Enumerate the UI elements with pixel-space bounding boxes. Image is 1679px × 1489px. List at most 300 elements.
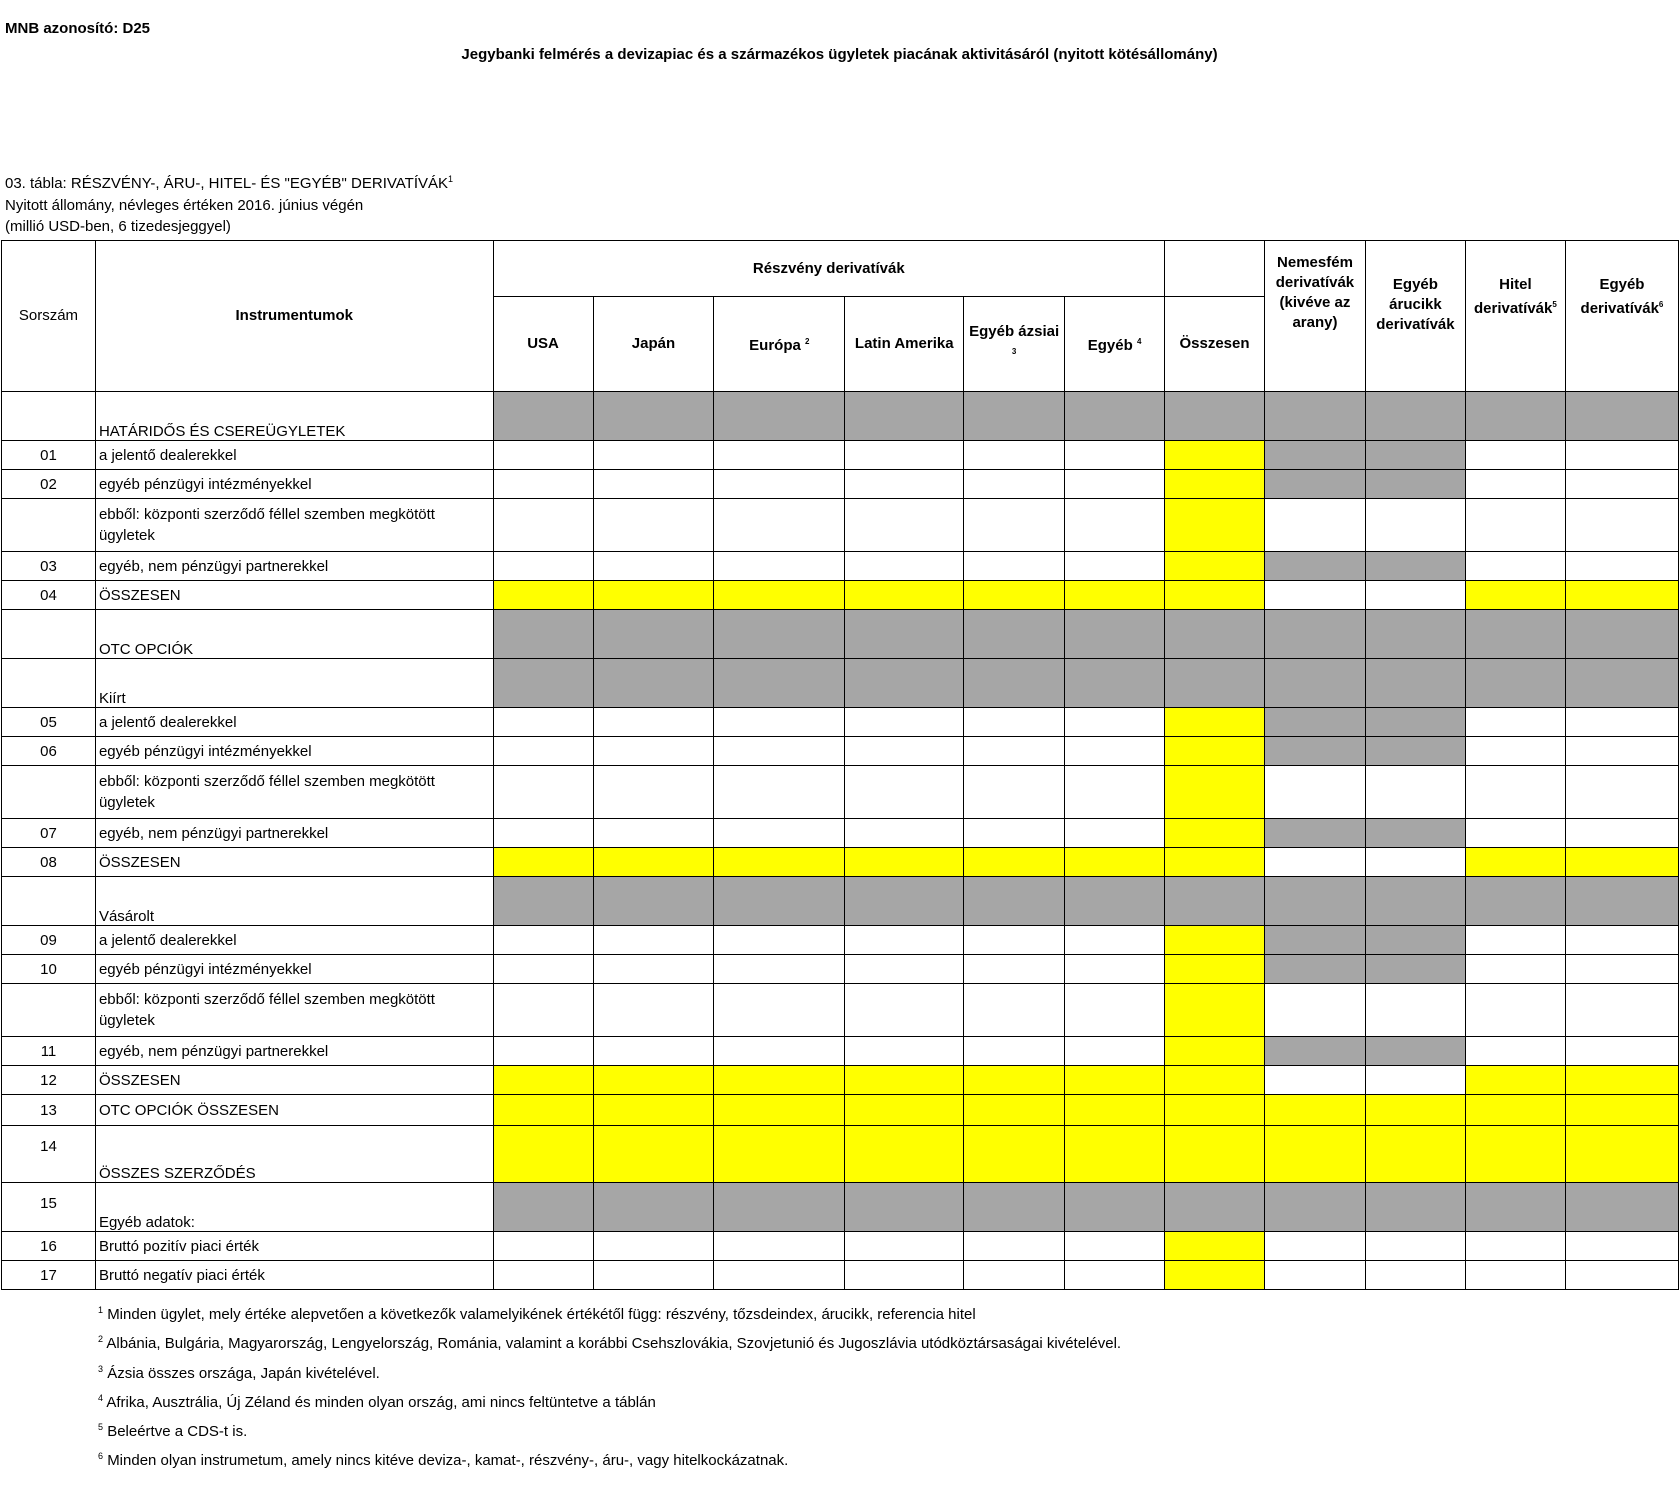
data-cell[interactable] bbox=[1165, 470, 1265, 499]
data-cell[interactable] bbox=[1365, 581, 1465, 610]
row-number bbox=[2, 610, 96, 659]
data-cell[interactable] bbox=[593, 1095, 714, 1126]
data-cell[interactable] bbox=[714, 766, 845, 819]
data-cell[interactable] bbox=[593, 1232, 714, 1261]
data-cell[interactable] bbox=[593, 1126, 714, 1183]
data-cell[interactable] bbox=[964, 499, 1065, 552]
row-label: ebből: központi szerződő féllel szemben megkötött ügyletek bbox=[95, 499, 493, 552]
data-cell[interactable] bbox=[1465, 1232, 1565, 1261]
data-cell bbox=[593, 877, 714, 926]
data-cell[interactable] bbox=[1565, 708, 1678, 737]
data-cell[interactable] bbox=[593, 1261, 714, 1290]
col-header-egyeb-deriv-ref: 6 bbox=[1658, 300, 1664, 309]
data-cell[interactable] bbox=[1065, 470, 1165, 499]
data-cell[interactable] bbox=[964, 766, 1065, 819]
data-cell[interactable] bbox=[1065, 1095, 1165, 1126]
data-cell[interactable] bbox=[714, 955, 845, 984]
data-cell[interactable] bbox=[845, 1066, 964, 1095]
data-cell[interactable] bbox=[1465, 1261, 1565, 1290]
data-cell[interactable] bbox=[493, 926, 593, 955]
data-cell bbox=[1365, 659, 1465, 708]
data-cell[interactable] bbox=[593, 926, 714, 955]
data-cell[interactable] bbox=[493, 819, 593, 848]
data-cell[interactable] bbox=[1565, 848, 1678, 877]
data-cell[interactable] bbox=[964, 1232, 1065, 1261]
data-cell[interactable] bbox=[493, 1232, 593, 1261]
data-cell[interactable] bbox=[714, 581, 845, 610]
col-header-usa: USA bbox=[493, 297, 593, 392]
data-cell bbox=[1165, 1183, 1265, 1232]
data-cell[interactable] bbox=[964, 819, 1065, 848]
data-cell[interactable] bbox=[1165, 1261, 1265, 1290]
data-cell[interactable] bbox=[845, 955, 964, 984]
data-cell[interactable] bbox=[714, 848, 845, 877]
data-cell bbox=[1264, 819, 1365, 848]
data-cell[interactable] bbox=[1565, 984, 1678, 1037]
col-header-egyeb-azsiai-ref: 3 bbox=[1011, 347, 1017, 356]
table-row bbox=[2, 737, 1679, 766]
data-cell[interactable] bbox=[845, 1261, 964, 1290]
data-cell[interactable] bbox=[964, 1066, 1065, 1095]
data-cell[interactable] bbox=[1165, 848, 1265, 877]
row-number: 09 bbox=[2, 926, 96, 955]
data-cell[interactable] bbox=[593, 737, 714, 766]
data-cell[interactable] bbox=[845, 441, 964, 470]
data-cell[interactable] bbox=[1065, 1261, 1165, 1290]
row-number: 10 bbox=[2, 955, 96, 984]
data-cell[interactable] bbox=[845, 926, 964, 955]
data-cell[interactable] bbox=[1065, 1066, 1165, 1095]
data-cell[interactable] bbox=[1264, 1095, 1365, 1126]
data-cell[interactable] bbox=[964, 1126, 1065, 1183]
table-row bbox=[2, 877, 1679, 926]
data-cell[interactable] bbox=[1165, 766, 1265, 819]
data-cell[interactable] bbox=[1365, 1261, 1465, 1290]
data-cell[interactable] bbox=[493, 1037, 593, 1066]
row-label: ebből: központi szerződő féllel szemben megkötött ügyletek bbox=[95, 766, 493, 819]
data-cell[interactable] bbox=[964, 581, 1065, 610]
data-cell[interactable] bbox=[964, 470, 1065, 499]
data-cell[interactable] bbox=[1065, 926, 1165, 955]
data-cell[interactable] bbox=[1465, 441, 1565, 470]
data-cell[interactable] bbox=[845, 581, 964, 610]
data-cell[interactable] bbox=[714, 1066, 845, 1095]
page-title: Jegybanki felmérés a devizapiac és a származékos ügyletek piacának aktivitásáról (nyitott kötésállomány) bbox=[461, 46, 1218, 63]
data-cell[interactable] bbox=[1465, 1126, 1565, 1183]
table-row bbox=[2, 955, 1679, 984]
data-cell[interactable] bbox=[714, 1232, 845, 1261]
data-cell[interactable] bbox=[593, 708, 714, 737]
data-cell[interactable] bbox=[1465, 848, 1565, 877]
data-cell[interactable] bbox=[964, 737, 1065, 766]
data-cell bbox=[1365, 708, 1465, 737]
data-cell[interactable] bbox=[1065, 499, 1165, 552]
data-cell[interactable] bbox=[1565, 1095, 1678, 1126]
data-cell[interactable] bbox=[493, 955, 593, 984]
data-cell[interactable] bbox=[1465, 1066, 1565, 1095]
data-cell bbox=[1264, 708, 1365, 737]
data-cell[interactable] bbox=[593, 1066, 714, 1095]
data-cell[interactable] bbox=[714, 1037, 845, 1066]
data-cell[interactable] bbox=[493, 1261, 593, 1290]
data-cell[interactable] bbox=[714, 552, 845, 581]
data-cell[interactable] bbox=[714, 926, 845, 955]
data-cell[interactable] bbox=[845, 766, 964, 819]
data-cell[interactable] bbox=[1565, 1261, 1678, 1290]
data-cell[interactable] bbox=[1465, 955, 1565, 984]
row-number bbox=[2, 392, 96, 441]
data-cell[interactable] bbox=[1465, 1037, 1565, 1066]
data-cell[interactable] bbox=[1565, 819, 1678, 848]
data-cell[interactable] bbox=[493, 441, 593, 470]
data-cell[interactable] bbox=[1065, 1037, 1165, 1066]
row-number: 05 bbox=[2, 708, 96, 737]
data-cell[interactable] bbox=[714, 984, 845, 1037]
table-row bbox=[2, 659, 1679, 708]
data-cell[interactable] bbox=[1165, 581, 1265, 610]
data-cell[interactable] bbox=[1264, 1261, 1365, 1290]
data-cell[interactable] bbox=[593, 848, 714, 877]
data-cell[interactable] bbox=[1165, 926, 1265, 955]
data-cell[interactable] bbox=[493, 848, 593, 877]
table-body bbox=[2, 392, 1679, 1290]
row-label: OTC OPCIÓK bbox=[95, 610, 493, 659]
data-cell[interactable] bbox=[964, 848, 1065, 877]
data-cell[interactable] bbox=[1165, 441, 1265, 470]
data-cell[interactable] bbox=[593, 766, 714, 819]
data-cell[interactable] bbox=[593, 819, 714, 848]
data-cell[interactable] bbox=[1565, 1066, 1678, 1095]
data-cell[interactable] bbox=[1465, 984, 1565, 1037]
data-cell[interactable] bbox=[493, 499, 593, 552]
data-cell[interactable] bbox=[593, 499, 714, 552]
data-cell[interactable] bbox=[1565, 1037, 1678, 1066]
data-cell[interactable] bbox=[964, 441, 1065, 470]
row-number: 03 bbox=[2, 552, 96, 581]
table-title-footnote-ref: 1 bbox=[448, 174, 454, 184]
data-cell bbox=[1365, 819, 1465, 848]
table-row bbox=[2, 819, 1679, 848]
data-cell[interactable] bbox=[1264, 1126, 1365, 1183]
data-cell bbox=[1264, 659, 1365, 708]
data-cell[interactable] bbox=[1565, 926, 1678, 955]
data-cell[interactable] bbox=[1465, 708, 1565, 737]
data-cell bbox=[964, 392, 1065, 441]
data-cell bbox=[964, 610, 1065, 659]
data-cell[interactable] bbox=[845, 1037, 964, 1066]
data-cell bbox=[1365, 1037, 1465, 1066]
data-cell bbox=[845, 1183, 964, 1232]
data-cell[interactable] bbox=[964, 708, 1065, 737]
data-cell[interactable] bbox=[1165, 737, 1265, 766]
table-row bbox=[2, 1095, 1679, 1126]
footnote-text: Minden olyan instrumetum, amely nincs kitéve deviza-, kamat-, részvény-, áru-, vagy hitelkockázatnak. bbox=[107, 1452, 789, 1470]
data-cell[interactable] bbox=[1365, 766, 1465, 819]
data-cell bbox=[1465, 610, 1565, 659]
col-header-europa-text: Európa bbox=[749, 337, 801, 354]
data-cell bbox=[845, 659, 964, 708]
data-cell[interactable] bbox=[845, 1232, 964, 1261]
data-cell bbox=[845, 392, 964, 441]
row-label: ÖSSZESEN bbox=[95, 581, 493, 610]
row-label: a jelentő dealerekkel bbox=[95, 708, 493, 737]
data-cell[interactable] bbox=[964, 984, 1065, 1037]
col-header-sorszam: Sorszám bbox=[2, 241, 96, 392]
data-cell[interactable] bbox=[845, 819, 964, 848]
data-cell[interactable] bbox=[1565, 1232, 1678, 1261]
data-cell[interactable] bbox=[964, 955, 1065, 984]
row-number: 16 bbox=[2, 1232, 96, 1261]
table-row bbox=[2, 470, 1679, 499]
data-cell bbox=[1165, 610, 1265, 659]
data-cell[interactable] bbox=[493, 708, 593, 737]
data-cell[interactable] bbox=[1165, 1037, 1265, 1066]
data-cell[interactable] bbox=[1365, 848, 1465, 877]
data-cell[interactable] bbox=[1365, 1066, 1465, 1095]
data-cell[interactable] bbox=[1065, 737, 1165, 766]
data-cell[interactable] bbox=[845, 737, 964, 766]
data-cell[interactable] bbox=[964, 552, 1065, 581]
mnb-id: MNB azonosító: D25 bbox=[5, 20, 151, 37]
data-cell bbox=[493, 659, 593, 708]
data-cell bbox=[1365, 610, 1465, 659]
row-label: HATÁRIDŐS ÉS CSEREÜGYLETEK bbox=[95, 392, 493, 441]
footnote-number: 6 bbox=[98, 1451, 104, 1462]
data-cell[interactable] bbox=[1065, 848, 1165, 877]
data-cell[interactable] bbox=[714, 1126, 845, 1183]
row-label: Vásárolt bbox=[95, 877, 493, 926]
data-cell[interactable] bbox=[593, 955, 714, 984]
data-cell[interactable] bbox=[493, 470, 593, 499]
footnote-text: Ázsia összes országa, Japán kivételével. bbox=[107, 1364, 380, 1382]
data-cell bbox=[1264, 610, 1365, 659]
data-cell[interactable] bbox=[1065, 984, 1165, 1037]
data-cell bbox=[714, 392, 845, 441]
data-cell[interactable] bbox=[1565, 737, 1678, 766]
data-cell[interactable] bbox=[845, 984, 964, 1037]
data-cell bbox=[493, 610, 593, 659]
data-cell[interactable] bbox=[593, 581, 714, 610]
table-row bbox=[2, 1183, 1679, 1232]
data-cell bbox=[1365, 552, 1465, 581]
data-cell[interactable] bbox=[1065, 552, 1165, 581]
data-cell[interactable] bbox=[845, 552, 964, 581]
row-label: Bruttó negatív piaci érték bbox=[95, 1261, 493, 1290]
data-cell[interactable] bbox=[1065, 955, 1165, 984]
data-cell bbox=[1264, 392, 1365, 441]
data-cell[interactable] bbox=[1065, 1232, 1165, 1261]
data-cell bbox=[1065, 392, 1165, 441]
data-cell bbox=[593, 659, 714, 708]
data-cell[interactable] bbox=[1165, 1095, 1265, 1126]
data-cell bbox=[714, 1183, 845, 1232]
data-cell[interactable] bbox=[1065, 1126, 1165, 1183]
data-cell bbox=[1465, 392, 1565, 441]
footnote-text: Minden ügylet, mely értéke alepvetően a következők valamelyikének értékétől függ: részvény, tőzsdeindex, árucikk, referencia hitel bbox=[107, 1306, 976, 1323]
data-cell[interactable] bbox=[1465, 737, 1565, 766]
col-header-hitel-text: Hitel derivatívák bbox=[1473, 276, 1553, 317]
data-cell[interactable] bbox=[845, 1095, 964, 1126]
data-cell[interactable] bbox=[1264, 1232, 1365, 1261]
data-cell[interactable] bbox=[1165, 984, 1265, 1037]
data-cell[interactable] bbox=[1165, 1232, 1265, 1261]
data-cell[interactable] bbox=[1065, 441, 1165, 470]
data-cell[interactable] bbox=[964, 1095, 1065, 1126]
row-number: 17 bbox=[2, 1261, 96, 1290]
data-cell[interactable] bbox=[493, 1066, 593, 1095]
data-cell[interactable] bbox=[1065, 766, 1165, 819]
data-cell[interactable] bbox=[1165, 1126, 1265, 1183]
data-cell bbox=[1065, 610, 1165, 659]
col-header-hitel bbox=[1465, 241, 1565, 392]
data-cell[interactable] bbox=[714, 737, 845, 766]
data-cell[interactable] bbox=[1065, 819, 1165, 848]
data-cell bbox=[845, 877, 964, 926]
data-cell[interactable] bbox=[1565, 955, 1678, 984]
data-cell[interactable] bbox=[1465, 552, 1565, 581]
data-cell bbox=[493, 1183, 593, 1232]
data-cell[interactable] bbox=[1565, 1126, 1678, 1183]
data-cell[interactable] bbox=[964, 1261, 1065, 1290]
col-header-egyeb-ref: 4 bbox=[1136, 337, 1142, 346]
data-cell[interactable] bbox=[593, 1037, 714, 1066]
row-label: OTC OPCIÓK ÖSSZESEN bbox=[95, 1095, 493, 1126]
data-cell bbox=[1165, 877, 1265, 926]
data-cell[interactable] bbox=[1264, 848, 1365, 877]
data-cell[interactable] bbox=[845, 470, 964, 499]
data-cell[interactable] bbox=[1565, 470, 1678, 499]
data-cell[interactable] bbox=[1465, 499, 1565, 552]
data-cell bbox=[1365, 1183, 1465, 1232]
data-cell bbox=[1264, 441, 1365, 470]
data-cell bbox=[493, 392, 593, 441]
data-cell[interactable] bbox=[1565, 581, 1678, 610]
data-cell[interactable] bbox=[1264, 499, 1365, 552]
data-cell[interactable] bbox=[493, 737, 593, 766]
data-cell[interactable] bbox=[1165, 552, 1265, 581]
row-number: 13 bbox=[2, 1095, 96, 1126]
data-cell[interactable] bbox=[714, 499, 845, 552]
table-row bbox=[2, 1261, 1679, 1290]
footnote-number: 3 bbox=[98, 1363, 104, 1374]
data-cell[interactable] bbox=[1165, 708, 1265, 737]
data-cell[interactable] bbox=[1465, 926, 1565, 955]
data-cell[interactable] bbox=[964, 1037, 1065, 1066]
data-cell[interactable] bbox=[1365, 1126, 1465, 1183]
data-cell bbox=[1365, 470, 1465, 499]
data-cell[interactable] bbox=[714, 1095, 845, 1126]
data-cell[interactable] bbox=[1465, 1095, 1565, 1126]
data-cell[interactable] bbox=[1165, 1066, 1265, 1095]
data-cell[interactable] bbox=[1365, 1095, 1465, 1126]
data-cell[interactable] bbox=[593, 552, 714, 581]
row-number bbox=[2, 499, 96, 552]
row-label: a jelentő dealerekkel bbox=[95, 926, 493, 955]
data-cell[interactable] bbox=[1365, 984, 1465, 1037]
table-row bbox=[2, 1037, 1679, 1066]
col-header-egyeb-deriv-text: Egyéb derivatívák bbox=[1580, 276, 1659, 317]
data-cell[interactable] bbox=[1264, 1066, 1365, 1095]
data-cell[interactable] bbox=[1465, 819, 1565, 848]
data-cell[interactable] bbox=[845, 499, 964, 552]
row-label: a jelentő dealerekkel bbox=[95, 441, 493, 470]
data-cell[interactable] bbox=[1565, 766, 1678, 819]
footnote bbox=[98, 1451, 1121, 1480]
row-number bbox=[2, 766, 96, 819]
footnote-number: 1 bbox=[98, 1305, 104, 1315]
data-cell[interactable] bbox=[1165, 819, 1265, 848]
table-row bbox=[2, 581, 1679, 610]
col-header-osszesen-top bbox=[1165, 241, 1265, 297]
data-cell[interactable] bbox=[845, 1126, 964, 1183]
col-header-hitel-ref: 5 bbox=[1552, 300, 1557, 309]
row-label: Bruttó pozitív piaci érték bbox=[95, 1232, 493, 1261]
data-cell[interactable] bbox=[1565, 441, 1678, 470]
data-cell[interactable] bbox=[493, 552, 593, 581]
data-cell bbox=[1365, 955, 1465, 984]
data-cell[interactable] bbox=[964, 926, 1065, 955]
data-cell[interactable] bbox=[1065, 708, 1165, 737]
table-row bbox=[2, 499, 1679, 552]
row-label: egyéb, nem pénzügyi partnerekkel bbox=[95, 819, 493, 848]
data-cell[interactable] bbox=[593, 441, 714, 470]
col-header-egyeb-arucikk: Egyéb árucikk derivatívák bbox=[1365, 241, 1465, 392]
col-header-egyeb-deriv bbox=[1565, 241, 1678, 392]
col-header-instrumentumok: Instrumentumok bbox=[95, 241, 493, 392]
data-cell bbox=[1065, 877, 1165, 926]
data-cell[interactable] bbox=[1165, 955, 1265, 984]
data-cell bbox=[1264, 926, 1365, 955]
data-cell bbox=[1565, 659, 1678, 708]
data-cell[interactable] bbox=[1465, 581, 1565, 610]
data-cell[interactable] bbox=[1264, 581, 1365, 610]
derivatives-table bbox=[1, 240, 1679, 1290]
data-cell[interactable] bbox=[1465, 766, 1565, 819]
row-number bbox=[2, 877, 96, 926]
table-title-text: 03. tábla: RÉSZVÉNY-, ÁRU-, HITEL- ÉS "EGYÉB" DERIVATÍVÁK bbox=[5, 175, 449, 192]
data-cell[interactable] bbox=[1465, 470, 1565, 499]
data-cell[interactable] bbox=[1165, 499, 1265, 552]
data-cell bbox=[1264, 552, 1365, 581]
data-cell[interactable] bbox=[1565, 552, 1678, 581]
data-cell[interactable] bbox=[1065, 581, 1165, 610]
data-cell[interactable] bbox=[1264, 766, 1365, 819]
data-cell[interactable] bbox=[493, 1095, 593, 1126]
data-cell[interactable] bbox=[1365, 499, 1465, 552]
data-cell[interactable] bbox=[714, 819, 845, 848]
data-cell[interactable] bbox=[493, 984, 593, 1037]
data-cell[interactable] bbox=[714, 470, 845, 499]
data-cell[interactable] bbox=[493, 766, 593, 819]
data-cell[interactable] bbox=[593, 984, 714, 1037]
data-cell[interactable] bbox=[1264, 984, 1365, 1037]
data-cell[interactable] bbox=[1365, 1232, 1465, 1261]
data-cell[interactable] bbox=[845, 848, 964, 877]
data-cell[interactable] bbox=[593, 470, 714, 499]
data-cell[interactable] bbox=[714, 1261, 845, 1290]
data-cell[interactable] bbox=[845, 708, 964, 737]
data-cell[interactable] bbox=[1565, 499, 1678, 552]
table-row bbox=[2, 708, 1679, 737]
table-row bbox=[2, 766, 1679, 819]
col-header-egyeb-azsiai-text: Egyéb ázsiai bbox=[969, 323, 1060, 340]
data-cell[interactable] bbox=[493, 1126, 593, 1183]
data-cell[interactable] bbox=[493, 581, 593, 610]
col-header-nemesfem: Nemesfém derivatívák (kivéve az arany) bbox=[1264, 241, 1365, 392]
data-cell[interactable] bbox=[714, 441, 845, 470]
data-cell[interactable] bbox=[714, 708, 845, 737]
data-cell bbox=[593, 392, 714, 441]
